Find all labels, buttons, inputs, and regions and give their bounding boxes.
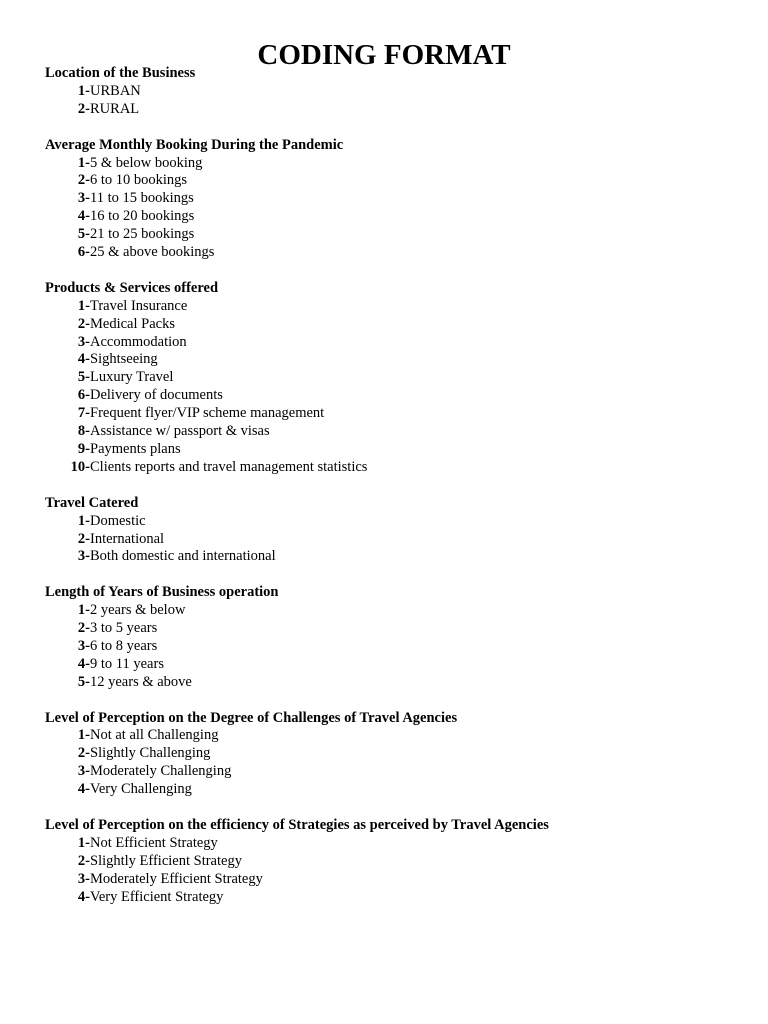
list-item — [45, 155, 745, 173]
code-label: Sightseeing — [90, 351, 158, 368]
code-number: 2- — [77, 315, 90, 332]
section-heading: Average Monthly Booking During the Pandemic — [45, 136, 344, 153]
coding-section — [45, 280, 745, 477]
list-item — [45, 727, 745, 745]
list-item — [45, 83, 745, 101]
code-number: 10- — [70, 458, 90, 475]
code-number: 3- — [77, 190, 90, 207]
section-heading: Length of Years of Business operation — [45, 584, 279, 601]
code-number: 5- — [77, 673, 90, 690]
code-label: 12 years & above — [90, 673, 192, 690]
list-item — [45, 423, 745, 441]
code-list — [45, 835, 745, 907]
code-label: Accommodation — [90, 333, 187, 350]
code-label: 16 to 20 bookings — [90, 208, 195, 225]
list-item — [45, 548, 745, 566]
list-item — [45, 244, 745, 262]
code-number: 3- — [77, 763, 90, 780]
list-item — [45, 835, 745, 853]
code-label: 11 to 15 bookings — [90, 190, 194, 207]
code-label: Moderately Efficient Strategy — [90, 870, 263, 887]
code-label: Not at all Challenging — [90, 727, 219, 744]
coding-sections — [45, 65, 745, 924]
code-list — [45, 513, 745, 567]
code-label: Both domestic and international — [90, 548, 276, 565]
list-item — [45, 226, 745, 244]
section-heading: Level of Perception on the efficiency of Strategies as perceived by Travel Agencies — [45, 816, 549, 833]
code-label: Very Efficient Strategy — [90, 888, 224, 905]
code-number: 3- — [77, 333, 90, 350]
list-item — [45, 853, 745, 871]
list-item — [45, 513, 745, 531]
code-label: Clients reports and travel management statistics — [90, 458, 368, 475]
code-list — [45, 155, 745, 262]
list-item — [45, 316, 745, 334]
section-heading: Location of the Business — [45, 65, 196, 81]
code-label: Delivery of documents — [90, 387, 223, 404]
list-item — [45, 459, 745, 477]
code-label: URBAN — [90, 82, 141, 99]
code-number: 6- — [77, 244, 90, 261]
list-item — [45, 620, 745, 638]
code-label: Travel Insurance — [90, 297, 188, 314]
list-item — [45, 745, 745, 763]
code-label: 2 years & below — [90, 602, 186, 619]
coding-section — [45, 137, 745, 262]
code-number: 3- — [77, 637, 90, 654]
list-item — [45, 405, 745, 423]
coding-section — [45, 495, 745, 567]
code-label: Slightly Efficient Strategy — [90, 852, 242, 869]
code-list — [45, 727, 745, 799]
code-number: 9- — [77, 441, 90, 457]
code-label: 25 & above bookings — [90, 244, 215, 261]
coding-section — [45, 584, 745, 691]
code-label: Medical Packs — [90, 315, 175, 332]
code-label: International — [90, 530, 165, 547]
section-heading: Level of Perception on the Degree of Challenges of Travel Agencies — [45, 709, 458, 726]
code-list — [45, 83, 745, 119]
code-number: 1- — [77, 602, 90, 619]
list-item — [45, 334, 745, 352]
list-item — [45, 387, 745, 405]
code-number: 8- — [77, 423, 90, 440]
list-item — [45, 172, 745, 190]
code-number: 2- — [77, 172, 90, 189]
code-number: 2- — [77, 852, 90, 869]
code-number: 3- — [77, 548, 90, 565]
list-item — [45, 674, 745, 692]
section-heading: Products & Services offered — [45, 279, 219, 296]
code-label: Payments plans — [90, 441, 181, 457]
code-label: 6 to 8 years — [90, 637, 158, 654]
code-number: 1- — [77, 154, 90, 171]
code-number: 6- — [77, 387, 90, 404]
list-item — [45, 101, 745, 119]
code-number: 3- — [77, 870, 90, 887]
code-number: 1- — [77, 82, 90, 99]
coding-section — [45, 710, 745, 800]
code-label: Slightly Challenging — [90, 745, 211, 762]
code-label: Moderately Challenging — [90, 763, 232, 780]
code-label: 9 to 11 years — [90, 655, 164, 672]
list-item — [45, 889, 745, 907]
list-item — [45, 351, 745, 369]
list-item — [45, 190, 745, 208]
code-number: 2- — [77, 620, 90, 637]
coding-section — [45, 65, 745, 119]
code-number: 5- — [77, 226, 90, 243]
code-label: Very Challenging — [90, 781, 192, 798]
list-item — [45, 656, 745, 674]
code-label: Frequent flyer/VIP scheme management — [90, 405, 325, 422]
code-label: 3 to 5 years — [90, 620, 158, 637]
list-item — [45, 298, 745, 316]
document-title: CODING FORMAT — [257, 39, 511, 71]
code-label: Assistance w/ passport & visas — [90, 423, 270, 440]
code-list — [45, 298, 745, 477]
code-list — [45, 602, 745, 692]
code-label: Luxury Travel — [90, 369, 174, 386]
code-number: 2- — [77, 745, 90, 762]
section-heading: Travel Catered — [45, 494, 139, 511]
code-label: Not Efficient Strategy — [90, 834, 218, 851]
list-item — [45, 763, 745, 781]
code-number: 4- — [77, 351, 90, 368]
list-item — [45, 871, 745, 889]
code-number: 5- — [77, 369, 90, 386]
code-number: 1- — [77, 834, 90, 851]
code-number: 1- — [77, 727, 90, 744]
list-item — [45, 531, 745, 549]
code-number: 4- — [77, 208, 90, 225]
list-item — [45, 208, 745, 226]
code-number: 2- — [77, 100, 90, 117]
code-number: 1- — [77, 512, 90, 529]
code-number: 4- — [77, 655, 90, 672]
code-number: 4- — [77, 781, 90, 798]
code-label: 5 & below booking — [90, 154, 203, 171]
code-number: 2- — [77, 530, 90, 547]
code-label: Domestic — [90, 512, 146, 529]
code-number: 7- — [77, 405, 90, 422]
code-label: 21 to 25 bookings — [90, 226, 195, 243]
code-label: RURAL — [90, 100, 140, 117]
list-item — [45, 638, 745, 656]
list-item — [45, 602, 745, 620]
list-item — [45, 369, 745, 387]
code-number: 4- — [77, 888, 90, 905]
coding-section — [45, 817, 745, 907]
code-number: 1- — [77, 297, 90, 314]
code-label: 6 to 10 bookings — [90, 172, 188, 189]
list-item — [45, 441, 745, 459]
list-item — [45, 781, 745, 799]
